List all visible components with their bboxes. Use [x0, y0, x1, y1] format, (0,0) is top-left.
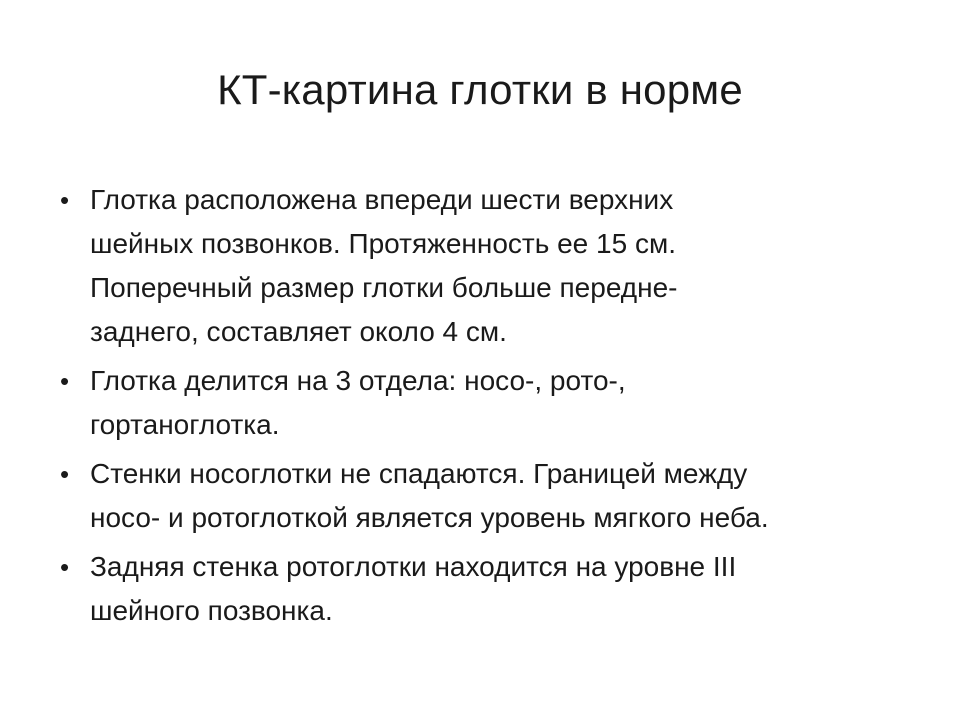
bullet-item — [58, 452, 904, 540]
bullet-line: заднего, составляет около 4 см. — [90, 316, 507, 347]
bullet-list — [58, 178, 904, 638]
bullet-text — [90, 178, 904, 354]
bullet-text — [90, 359, 904, 447]
bullet-line: шейного позвонка. — [90, 595, 333, 626]
bullet-line: Задняя стенка ротоглотки находится на уровне III — [90, 551, 737, 582]
bullet-item — [58, 178, 904, 354]
bullet-icon: • — [60, 459, 70, 489]
bullet-line: Стенки носоглотки не спадаются. Границей между — [90, 458, 748, 489]
slide-title: КТ-картина глотки в норме — [217, 66, 743, 113]
bullet-item — [58, 545, 904, 633]
bullet-text — [90, 545, 904, 633]
bullet-line: Глотка делится на 3 отдела: носо-, рото-, — [90, 365, 626, 396]
bullet-line: гортаноглотка. — [90, 409, 280, 440]
bullet-icon: • — [60, 366, 70, 396]
bullet-line: носо- и ротоглоткой является уровень мягкого неба. — [90, 502, 769, 533]
bullet-line: Поперечный размер глотки больше передне- — [90, 272, 678, 303]
bullet-text — [90, 452, 904, 540]
bullet-line: шейных позвонков. Протяженность ее 15 см. — [90, 228, 676, 259]
bullet-icon: • — [60, 185, 70, 215]
bullet-icon: • — [60, 552, 70, 582]
bullet-item — [58, 359, 904, 447]
bullet-line: Глотка расположена впереди шести верхних — [90, 184, 674, 215]
